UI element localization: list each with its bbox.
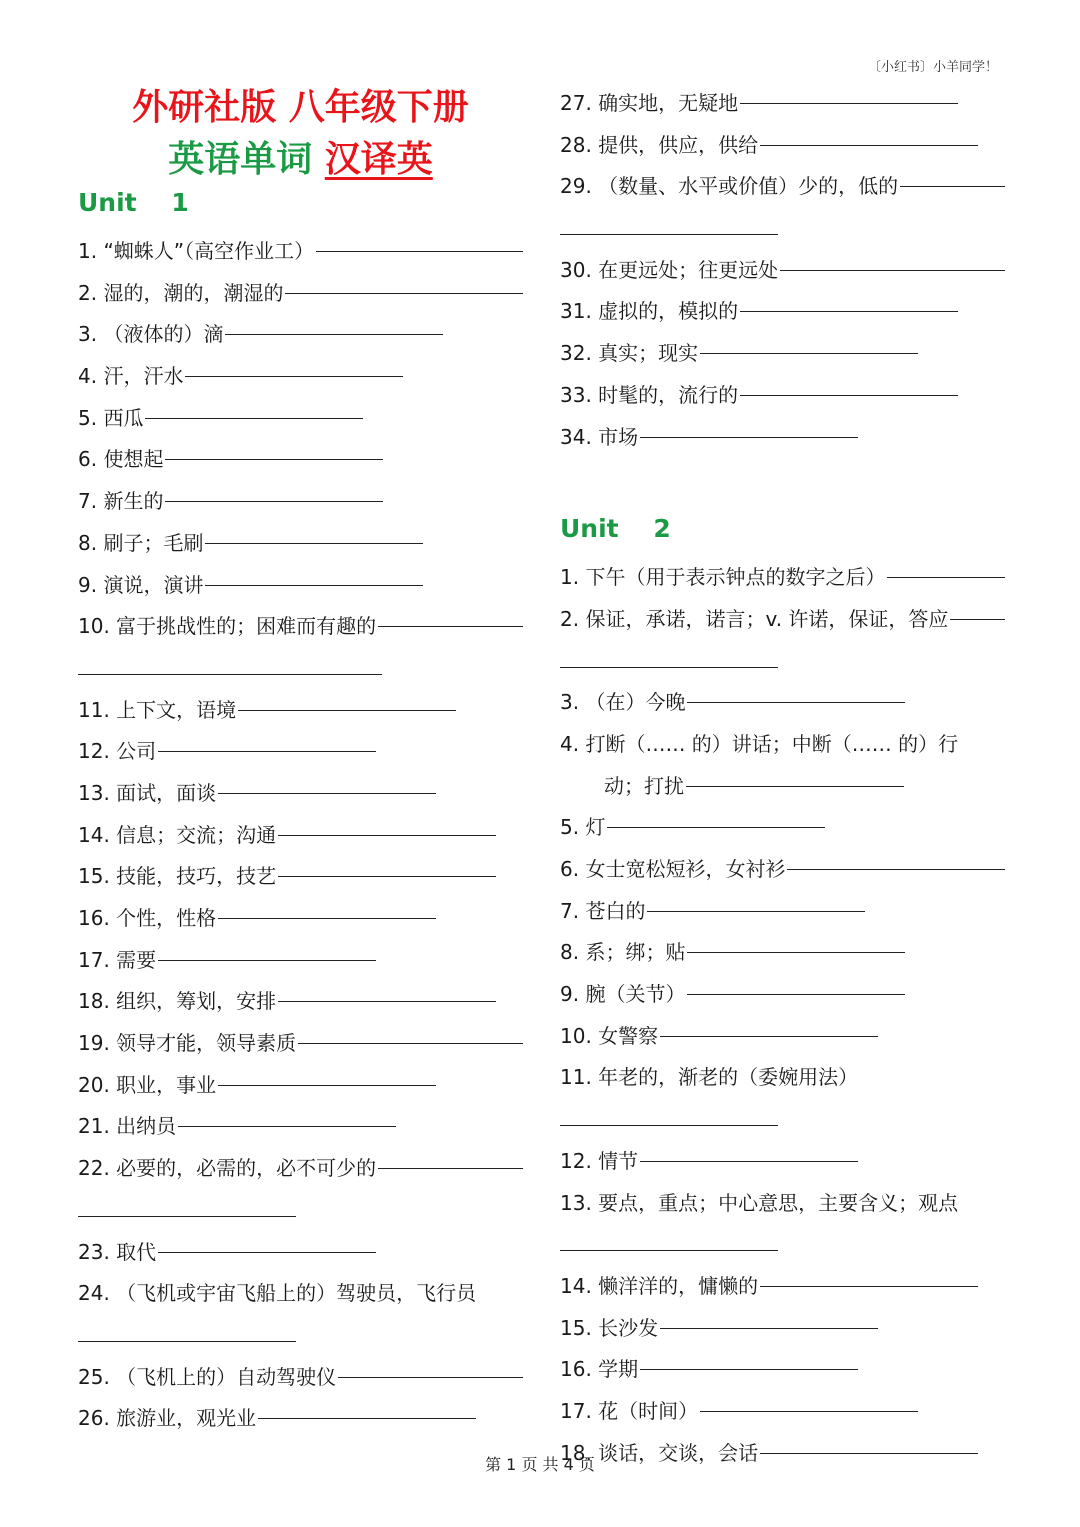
right-column [560,83,1005,1474]
vocab-prompt: 5. 西瓜 [78,405,144,430]
vocab-item [78,439,523,481]
answer-blank[interactable] [378,625,523,627]
vocab-prompt: 16. 个性，性格 [78,906,217,930]
vocab-prompt: 10. 女警察 [560,1023,659,1048]
vocab-item [78,1106,523,1148]
vocab-item [560,849,1005,891]
left-column [78,188,523,1440]
vocab-prompt: 33. 时髦的，流行的 [560,382,739,407]
vocab-prompt: 28. 提供，供应，供给 [560,132,759,157]
answer-continuation [78,1315,523,1357]
answer-blank[interactable] [687,993,905,995]
page-title [78,82,523,186]
vocab-item [560,125,1005,167]
vocab-prompt: 11. 年老的，渐老的（委婉用法） [560,1065,859,1090]
answer-blank[interactable] [178,1125,396,1127]
vocab-item [560,1016,1005,1058]
vocab-prompt: 4. 打断（…… 的）讲话；中断（…… 的）行 [560,731,959,756]
answer-continuation [560,1224,1005,1266]
vocab-item [560,1391,1005,1433]
answer-blank[interactable] [158,1251,376,1253]
vocab-item-continued [560,766,1005,808]
vocab-prompt: 3. （液体的）滴 [78,322,224,347]
answer-blank[interactable] [218,792,436,794]
vocab-prompt: 1. “蜘蛛人”（高空作业工） [78,239,315,263]
vocab-item [560,1349,1005,1391]
vocab-prompt: 17. 花（时间） [560,1398,699,1423]
vocab-prompt: 20. 职业，事业 [78,1072,217,1097]
vocab-prompt: 34. 市场 [560,424,639,449]
answer-blank[interactable] [205,542,423,544]
answer-blank[interactable] [687,951,905,953]
vocab-prompt: 2. 保证，承诺，诺言；v. 许诺，保证，答应 [560,606,949,631]
vocab-prompt: 13. 面试，面谈 [78,780,217,805]
vocab-item [560,1308,1005,1350]
answer-blank[interactable] [887,576,1005,578]
vocab-item [78,398,523,440]
vocab-prompt: 31. 虚拟的，模拟的 [560,299,739,324]
vocab-item [560,1141,1005,1183]
vocab-prompt: 10. 富于挑战性的；困难而有趣的 [78,614,377,639]
answer-blank[interactable] [165,500,383,502]
vocab-prompt: 16. 学期 [560,1357,639,1382]
vocab-prompt: 29. （数量、水平或价值）少的，低的 [560,174,899,199]
vocab-prompt: 11. 上下文，语境 [78,697,237,722]
vocab-item [78,314,523,356]
answer-blank[interactable] [78,1216,296,1217]
page-number: 第 1 页 共 4 页 [485,1455,595,1474]
answer-blank[interactable] [740,102,958,104]
vocab-item [78,940,523,982]
answer-blank[interactable] [640,1368,858,1370]
vocab-item [78,981,523,1023]
vocab-item [78,1398,523,1440]
vocab-item [78,815,523,857]
vocab-prompt: 6. 使想起 [78,447,164,472]
vocab-prompt: 9. 腕（关节） [560,982,686,1007]
vocab-prompt: 14. 懒洋洋的，慵懒的 [560,1273,759,1298]
vocab-prompt: 23. 取代 [78,1239,157,1264]
vocab-item [78,273,523,315]
answer-blank[interactable] [185,375,403,377]
answer-continuation [78,1190,523,1232]
vocab-item [78,523,523,565]
vocab-item [78,731,523,773]
answer-blank[interactable] [647,910,865,912]
answer-blank[interactable] [560,234,778,235]
answer-blank[interactable] [560,1125,778,1126]
title-line-1: 外研社版 八年级下册 [132,87,469,128]
answer-blank[interactable] [686,785,904,787]
vocab-prompt: 3. （在）今晚 [560,690,686,715]
unit-2-heading: Unit 2 [560,514,671,544]
vocab-item [78,1065,523,1107]
answer-blank[interactable] [158,959,376,961]
answer-blank[interactable] [316,250,523,252]
vocab-item [78,690,523,732]
answer-blank[interactable] [218,1084,436,1086]
answer-blank[interactable] [378,1167,523,1169]
vocab-item [78,1232,523,1274]
answer-blank[interactable] [607,826,825,828]
vocab-item [560,1266,1005,1308]
vocab-prompt: 7. 苍白的 [560,898,646,923]
answer-blank[interactable] [78,1341,296,1342]
unit-1-heading: Unit 1 [78,188,189,217]
vocab-prompt: 22. 必要的，必需的，必不可少的 [78,1156,377,1181]
answer-blank[interactable] [640,1160,858,1162]
vocab-prompt: 14. 信息；交流；沟通 [78,822,277,847]
answer-blank[interactable] [560,667,778,668]
vocab-prompt: 30. 在更远处；往更远处 [560,257,779,282]
vocab-prompt: 12. 情节 [560,1148,639,1173]
vocab-item [78,1357,523,1399]
vocab-item [78,606,523,648]
vocab-prompt: 21. 出纳员 [78,1114,177,1139]
vocab-prompt: 25. （飞机上的）自动驾驶仪 [78,1364,337,1389]
vocab-prompt: 32. 真实；现实 [560,341,699,366]
answer-blank[interactable] [787,868,1005,870]
vocab-item [78,898,523,940]
vocab-prompt: 7. 新生的 [78,489,164,514]
vocab-prompt: 26. 旅游业，观光业 [78,1406,257,1431]
vocab-prompt: 5. 灯 [560,815,606,840]
answer-continuation [78,648,523,690]
answer-blank[interactable] [950,618,1005,620]
answer-blank[interactable] [660,1327,878,1329]
vocab-prompt: 27. 确实地，无疑地 [560,91,739,115]
title-mode: 汉译英 [324,139,433,180]
vocab-prompt: 13. 要点，重点；中心意思，主要含义；观点 [560,1190,959,1215]
vocab-item [560,250,1005,292]
vocab-prompt: 2. 湿的，潮的，潮湿的 [78,280,284,305]
answer-blank[interactable] [158,750,376,752]
vocab-prompt: 17. 需要 [78,947,157,972]
answer-blank[interactable] [225,333,443,335]
source-credit: 〔小红书〕小羊同学！ [867,60,998,75]
vocab-item [78,1023,523,1065]
vocab-item [560,166,1005,208]
answer-blank[interactable] [687,701,905,703]
answer-blank[interactable] [165,458,383,460]
vocab-item [560,724,1005,766]
vocab-item [78,231,523,273]
answer-continuation [560,641,1005,683]
vocab-prompt: 9. 演说，演讲 [78,572,204,597]
vocab-item [78,856,523,898]
vocab-prompt: 8. 系；绑；贴 [560,940,686,965]
vocab-item [560,974,1005,1016]
vocab-item [560,891,1005,933]
vocab-item [560,417,1005,459]
answer-blank[interactable] [700,352,918,354]
vocab-item [560,1183,1005,1225]
vocab-item [78,1273,523,1315]
vocab-item [560,333,1005,375]
answer-blank[interactable] [218,917,436,919]
answer-blank[interactable] [640,436,858,438]
vocab-item [78,773,523,815]
vocab-prompt: 12. 公司 [78,739,157,764]
answer-blank[interactable] [278,834,496,836]
vocab-item [560,599,1005,641]
vocab-prompt: 动；打扰 [604,773,684,798]
answer-blank[interactable] [760,144,978,146]
vocab-item [78,1148,523,1190]
answer-blank[interactable] [700,1410,918,1412]
answer-blank[interactable] [145,417,363,419]
vocab-item [560,682,1005,724]
vocab-item [560,375,1005,417]
vocab-item [560,557,1005,599]
vocab-prompt: 19. 领导才能，领导素质 [78,1031,297,1056]
answer-blank[interactable] [285,292,523,294]
vocab-prompt: 24. （飞机或宇宙飞船上的）驾驶员，飞行员 [78,1281,477,1306]
answer-blank[interactable] [238,709,456,711]
answer-continuation [560,208,1005,250]
vocab-item [560,807,1005,849]
answer-blank[interactable] [205,584,423,586]
answer-blank[interactable] [78,674,382,675]
vocab-prompt: 18. 谈话，交谈，会话 [560,1440,759,1465]
answer-blank[interactable] [740,394,958,396]
answer-blank[interactable] [740,310,958,312]
answer-blank[interactable] [760,1285,978,1287]
vocab-item [78,481,523,523]
vocab-item [560,83,1005,125]
title-subject: 英语单词 [168,139,325,180]
vocab-prompt: 6. 女士宽松短衫，女衬衫 [560,857,786,881]
vocab-prompt: 15. 长沙发 [560,1315,659,1340]
answer-blank[interactable] [900,185,1005,187]
vocab-item [560,291,1005,333]
answer-blank[interactable] [338,1376,523,1378]
answer-continuation [560,1099,1005,1141]
answer-blank[interactable] [278,1000,496,1002]
title-line-2 [78,134,523,186]
answer-blank[interactable] [258,1417,476,1419]
vocab-prompt: 1. 下午（用于表示钟点的数字之后） [560,565,886,590]
vocab-prompt: 15. 技能，技巧，技艺 [78,864,277,889]
vocab-item [78,356,523,398]
answer-blank[interactable] [660,1035,878,1037]
vocab-item [560,1057,1005,1099]
vocab-item [78,565,523,607]
answer-blank[interactable] [560,1250,778,1251]
vocab-prompt: 4. 汗，汗水 [78,364,184,389]
answer-blank[interactable] [278,875,496,877]
vocab-prompt: 8. 刷子；毛刷 [78,530,204,555]
vocab-item [560,932,1005,974]
answer-blank[interactable] [780,269,1005,271]
vocab-prompt: 18. 组织，筹划，安排 [78,989,277,1014]
answer-blank[interactable] [298,1042,523,1044]
